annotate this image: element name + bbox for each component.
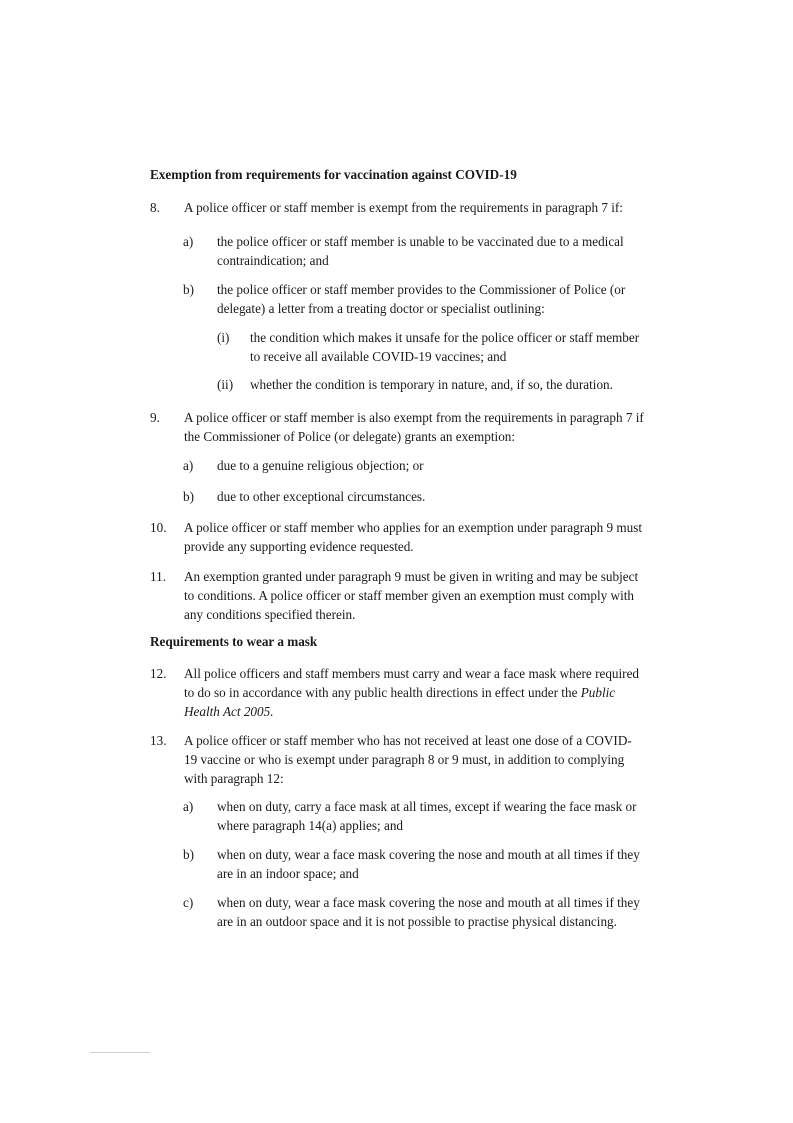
paragraph-8a-label: a) [183, 234, 194, 249]
paragraph-8b-i-text: the condition which makes it unsafe for the police officer or staff member to receive all available COVID-19 vaccines; and [250, 330, 640, 364]
section-heading-exemption: Exemption from requirements for vaccination against COVID-19 [150, 167, 517, 182]
paragraph-11-number: 11. [150, 569, 166, 584]
paragraph-8b-label: b) [183, 282, 194, 297]
paragraph-8b-text: the police officer or staff member provides to the Commissioner of Police (or delegate) a letter from a treating doctor or specialist outlining: [217, 282, 626, 316]
paragraph-9a-label: a) [183, 458, 194, 473]
paragraph-8-text: A police officer or staff member is exempt from the requirements in paragraph 7 if: [184, 200, 623, 215]
paragraph-8a-text: the police officer or staff member is unable to be vaccinated due to a medical contraindication; and [217, 234, 624, 268]
paragraph-13-number: 13. [150, 733, 167, 748]
paragraph-13b-label: b) [183, 847, 194, 862]
paragraph-10-text: A police officer or staff member who applies for an exemption under paragraph 9 must provide any supporting evidence requested. [184, 520, 643, 554]
paragraph-13a-label: a) [183, 799, 194, 814]
paragraph-8b-ii-text: whether the condition is temporary in nature, and, if so, the duration. [250, 377, 613, 392]
scan-artifact-line [90, 1052, 150, 1053]
paragraph-9-number: 9. [150, 410, 160, 425]
paragraph-8b-i-label: (i) [217, 330, 230, 345]
paragraph-11-text: An exemption granted under paragraph 9 must be given in writing and may be subject to conditions. A police officer or staff member given an exemption must comply with any conditions specified therein. [184, 569, 639, 622]
paragraph-9-text: A police officer or staff member is also exempt from the requirements in paragraph 7 if the Commissioner of Police (or delegate) grants an exemption: [184, 410, 644, 444]
paragraph-9a-text: due to a genuine religious objection; or [217, 458, 424, 473]
paragraph-8b-ii-label: (ii) [217, 377, 234, 392]
paragraph-13c-label: c) [183, 895, 194, 910]
paragraph-9b-label: b) [183, 489, 194, 504]
section-heading-mask: Requirements to wear a mask [150, 634, 318, 649]
paragraph-12-text: All police officers and staff members must carry and wear a face mask where required to do so in accordance with any public health directions in effect under the Public Health Act 2005. [184, 666, 640, 719]
paragraph-12-number: 12. [150, 666, 167, 681]
paragraph-13b-text: when on duty, wear a face mask covering the nose and mouth at all times if they are in an indoor space; and [217, 847, 640, 881]
paragraph-13c-text: when on duty, wear a face mask covering the nose and mouth at all times if they are in an outdoor space and it is not possible to practise physical distancing. [217, 895, 640, 929]
paragraph-9b-text: due to other exceptional circumstances. [217, 489, 426, 504]
paragraph-13a-text: when on duty, carry a face mask at all times, except if wearing the face mask or where paragraph 14(a) applies; and [217, 799, 637, 833]
paragraph-8-number: 8. [150, 200, 160, 215]
paragraph-13-text: A police officer or staff member who has not received at least one dose of a COVID- 19 vaccine or who is exempt under paragraph 8 or 9 must, in addition to complying with paragraph 12: [184, 733, 632, 786]
paragraph-10-number: 10. [150, 520, 167, 535]
